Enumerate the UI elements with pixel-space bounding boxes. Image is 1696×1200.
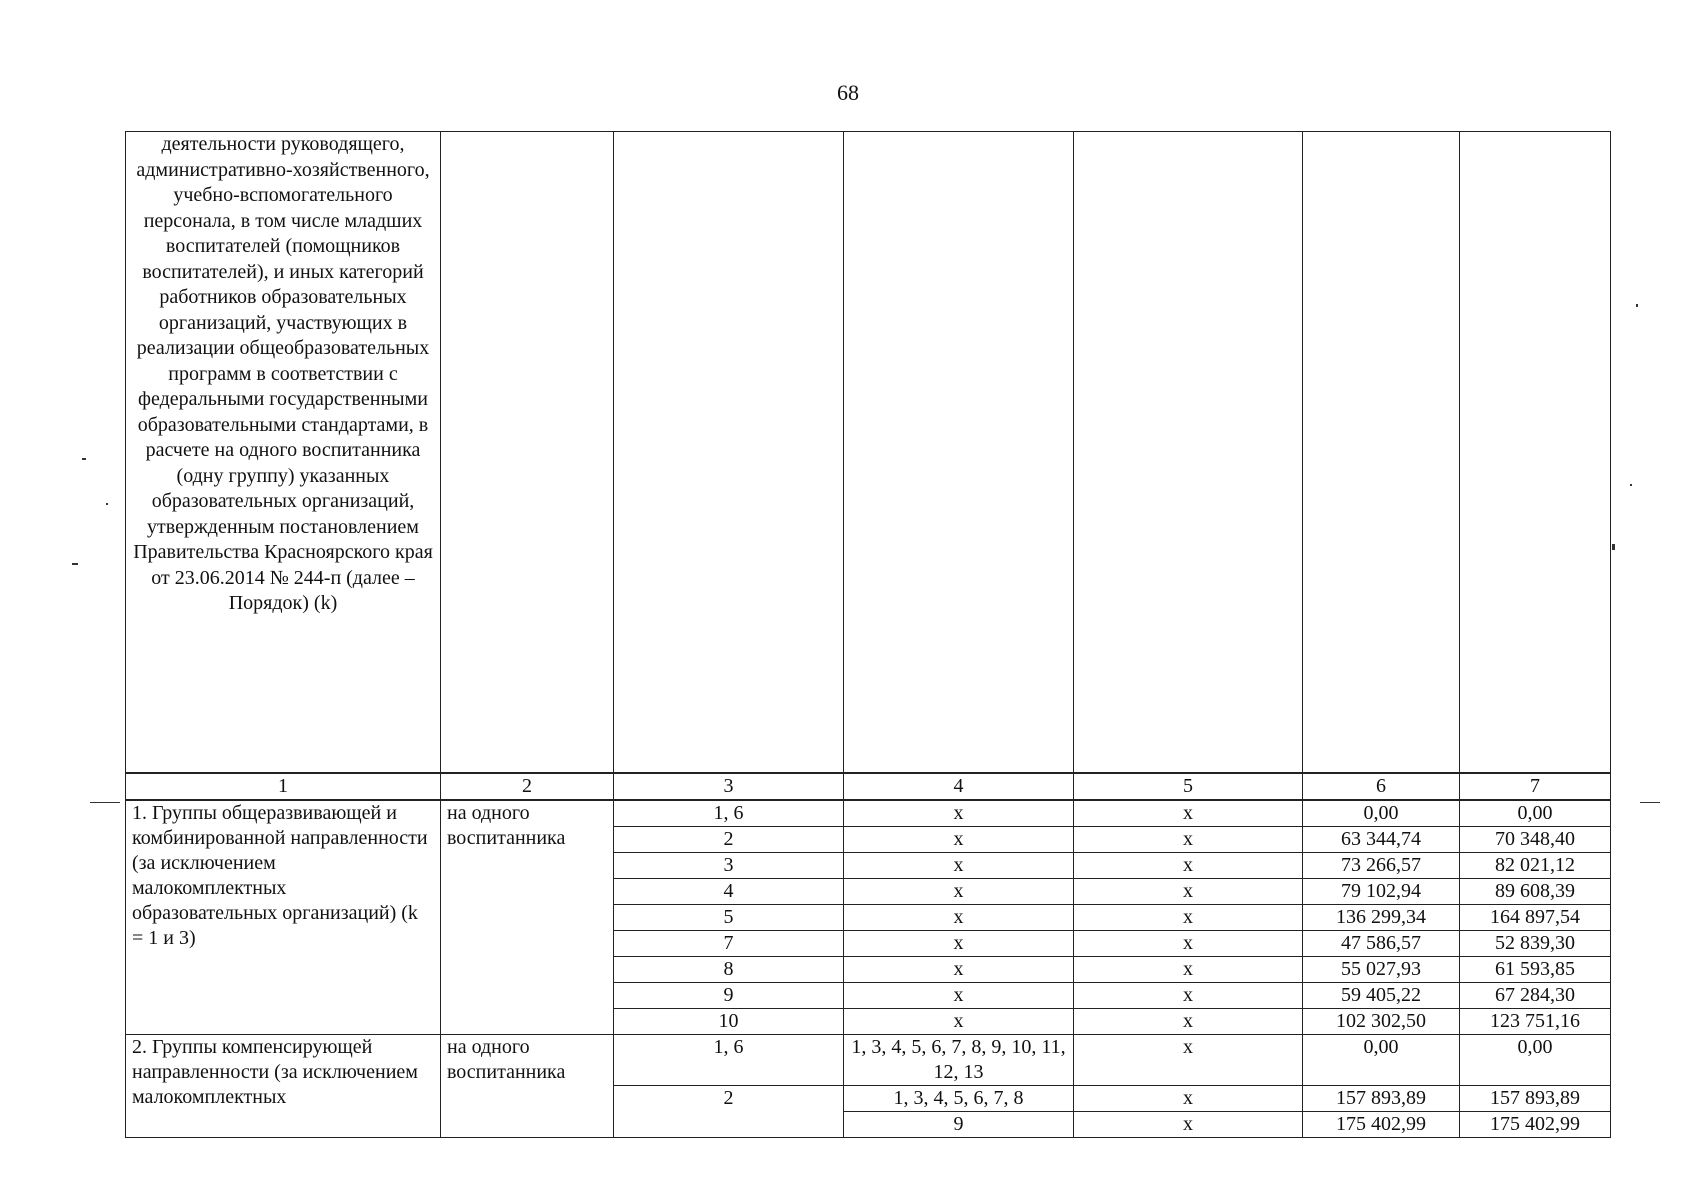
group-unit: на одного воспитанника [441,1035,614,1138]
scan-speck [106,503,108,505]
cell-c5: x [1074,1112,1303,1138]
group-unit: на одного воспитанника [441,800,614,1035]
cell-c6: 136 299,34 [1303,905,1460,931]
cell-c4: x [844,1009,1074,1035]
cell-c4: 9 [844,1112,1074,1138]
cell-c5: x [1074,1086,1303,1112]
cell-c3: 8 [614,957,844,983]
table-row [126,800,1611,827]
cell-c7: 157 893,89 [1460,1086,1611,1112]
cell-c5: x [1074,800,1303,827]
cell-c6: 73 266,57 [1303,853,1460,879]
cell-c6: 79 102,94 [1303,879,1460,905]
scan-speck [82,458,86,460]
cell-c5: x [1074,879,1303,905]
cell-c6: 157 893,89 [1303,1086,1460,1112]
empty-cell [1460,132,1611,774]
cell-c4: x [844,957,1074,983]
cell-c7: 0,00 [1460,800,1611,827]
cell-c7: 61 593,85 [1460,957,1611,983]
column-number: 6 [1303,773,1460,800]
cell-c3: 3 [614,853,844,879]
cell-c5: x [1074,931,1303,957]
cell-c7: 164 897,54 [1460,905,1611,931]
cell-c6: 63 344,74 [1303,827,1460,853]
cell-c4: x [844,931,1074,957]
cell-c4: x [844,800,1074,827]
cell-c6: 47 586,57 [1303,931,1460,957]
column-number: 4 [844,773,1074,800]
cell-c5: x [1074,853,1303,879]
cell-c3: 10 [614,1009,844,1035]
column-number: 7 [1460,773,1611,800]
cell-c4: x [844,853,1074,879]
cell-c7: 123 751,16 [1460,1009,1611,1035]
cell-c5: x [1074,827,1303,853]
cell-c5: x [1074,957,1303,983]
column-number: 2 [441,773,614,800]
column-number: 1 [126,773,441,800]
scan-speck [1640,802,1660,803]
cell-c7: 0,00 [1460,1035,1611,1086]
column-numbers-row [126,773,1611,800]
cell-c6: 0,00 [1303,800,1460,827]
cell-c4: 1, 3, 4, 5, 6, 7, 8, 9, 10, 11, 12, 13 [844,1035,1074,1086]
cell-c7: 52 839,30 [1460,931,1611,957]
description-row [126,132,1611,774]
page-number: 68 [837,80,859,105]
cell-c7: 67 284,30 [1460,983,1611,1009]
empty-cell [844,132,1074,774]
cell-c6: 175 402,99 [1303,1112,1460,1138]
cell-c5: x [1074,983,1303,1009]
cell-c3: 2 [614,1086,844,1138]
cell-c5: x [1074,1035,1303,1086]
scan-speck [90,802,120,803]
cell-c5: x [1074,1009,1303,1035]
cell-c4: 1, 3, 4, 5, 6, 7, 8 [844,1086,1074,1112]
cell-c4: x [844,827,1074,853]
empty-cell [614,132,844,774]
cell-c3: 1, 6 [614,1035,844,1086]
scan-speck [1612,544,1615,550]
cell-c3: 7 [614,931,844,957]
cell-c6: 55 027,93 [1303,957,1460,983]
tariff-table [125,131,1611,1138]
cell-c7: 70 348,40 [1460,827,1611,853]
cell-c7: 89 608,39 [1460,879,1611,905]
empty-cell [1074,132,1303,774]
cell-c7: 82 021,12 [1460,853,1611,879]
group-name: 2. Группы компенсирующей направленности (за исключением малокомплектных [126,1035,441,1138]
cell-c3: 4 [614,879,844,905]
cell-c3: 1, 6 [614,800,844,827]
cell-c6: 59 405,22 [1303,983,1460,1009]
scan-speck [1636,304,1638,307]
empty-cell [1303,132,1460,774]
table-row [126,1035,1611,1086]
header-description: деятельности руководящего, административно-хозяйственного, учебно-вспомогательного персонала, в том числе младших воспитателей (помощников воспитателей), и иных категорий работников образовательных организаций, участвующих в реализации общеобразовательных программ в соответствии с федеральными государственными образовательными стандартами, в расчете на одного воспитанника (одну группу) указанных образовательных организаций, утвержденным постановлением Правительства Красноярского края от 23.06.2014 № 244-п (далее – Порядок) (k) [126,132,441,774]
cell-c4: x [844,983,1074,1009]
group-name: 1. Группы общеразвивающей и комбинированной направленности (за исключением малокомплектных образовательных организаций) (k = 1 и 3) [126,800,441,1035]
cell-c3: 5 [614,905,844,931]
scan-speck [72,563,78,565]
cell-c4: x [844,905,1074,931]
scan-speck [1630,484,1632,486]
cell-c5: x [1074,905,1303,931]
column-number: 5 [1074,773,1303,800]
cell-c3: 2 [614,827,844,853]
empty-cell [441,132,614,774]
column-number: 3 [614,773,844,800]
cell-c4: x [844,879,1074,905]
cell-c6: 0,00 [1303,1035,1460,1086]
cell-c6: 102 302,50 [1303,1009,1460,1035]
cell-c3: 9 [614,983,844,1009]
cell-c7: 175 402,99 [1460,1112,1611,1138]
